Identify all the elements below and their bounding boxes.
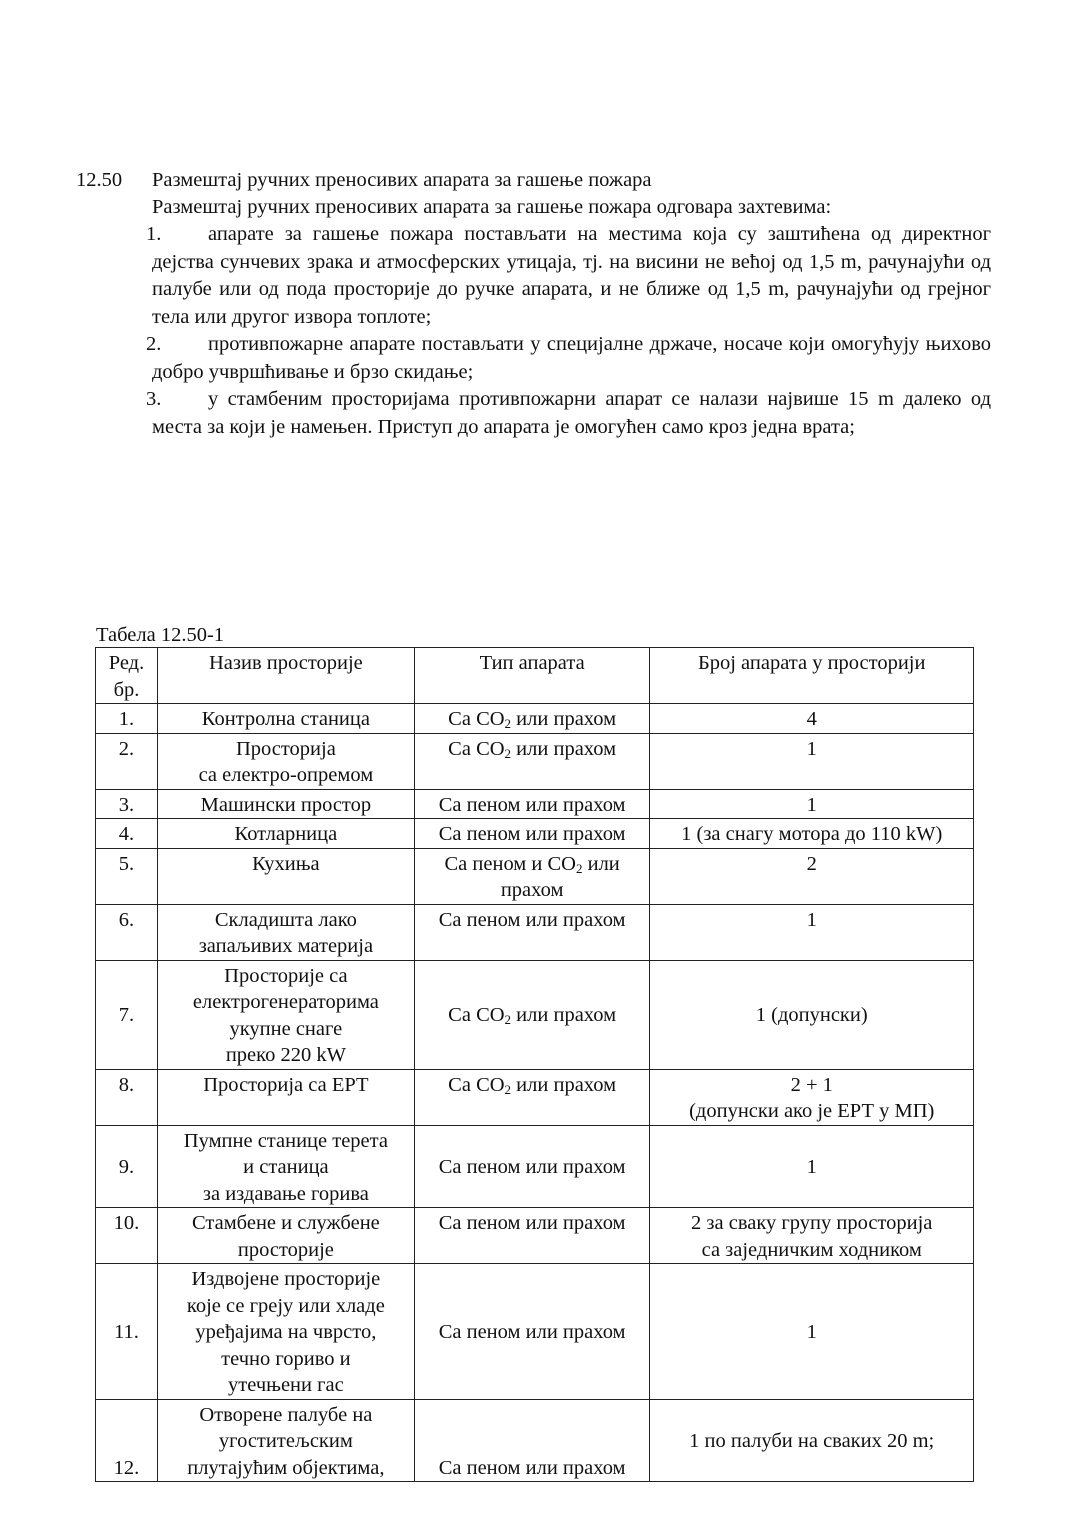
header-count: Број апарата у просторији <box>650 648 974 704</box>
cell-room <box>157 1399 414 1482</box>
list-item-text: апарате за гашење пожара постављати на местима која су заштићена од <box>208 223 892 245</box>
cell-count <box>650 733 974 789</box>
cell-type-line: Са пеном или прахом <box>438 1156 626 1178</box>
table-row <box>96 1399 974 1482</box>
list-item <box>146 386 991 441</box>
cell-type <box>414 904 650 960</box>
header-type: Тип апарата <box>414 648 650 704</box>
cell-type-line <box>418 736 647 763</box>
cell-room <box>157 704 414 734</box>
table-row <box>96 819 974 849</box>
list-item-text: противпожарне апарате постављати у специјалне држаче, носаче који <box>208 333 825 355</box>
cell-type-text: Са CO <box>448 1004 505 1027</box>
list-item-text-cont: далеко од места за који је намењен. Приступ до апарата је омогућен само кроз једна врата; <box>152 388 991 438</box>
header-room: Назив просторије <box>157 648 414 704</box>
cell-room-line: Кухиња <box>252 852 320 875</box>
cell-count-line: 4 <box>806 708 817 730</box>
cell-type <box>414 1069 650 1125</box>
cell-number: 10. <box>96 1208 158 1264</box>
cell-number: 12. <box>96 1399 158 1482</box>
cell-type-line: Са пеном или прахом <box>438 823 626 845</box>
cell-room-line: и станица <box>243 1156 329 1178</box>
cell-room <box>157 1264 414 1400</box>
cell-type-line: Са пеном или прахом <box>438 1212 626 1234</box>
cell-count-line: 1 <box>806 737 817 760</box>
cell-room-line: за издавање горива <box>202 1182 369 1205</box>
cell-room-line: укупне снаге <box>229 1017 343 1040</box>
cell-room-line: угоститељским <box>218 1430 353 1452</box>
header-no-line: Ред. <box>108 652 145 674</box>
cell-type-text: или прахом <box>511 1073 617 1096</box>
cell-room-line: Контролна станица <box>201 708 370 730</box>
cell-type-line: Са пеном или прахом <box>438 1456 626 1479</box>
cell-count <box>650 960 974 1069</box>
section-number: 12.50 <box>76 169 123 191</box>
cell-room-line: Просторије са <box>224 964 348 987</box>
cell-number: 6. <box>96 904 158 960</box>
cell-room-line: Машински простор <box>200 793 372 816</box>
cell-count-line: 1 (допунски) <box>755 1004 868 1027</box>
table-row <box>96 1125 974 1208</box>
cell-room-line: утечњени гас <box>228 1374 344 1396</box>
cell-type-line <box>418 1072 647 1099</box>
cell-type-text: Са CO <box>448 737 505 760</box>
cell-type-text: или прахом <box>511 1004 617 1027</box>
extinguisher-table <box>95 647 974 1482</box>
cell-type-line: Са пеном или прахом <box>438 908 626 931</box>
cell-count <box>650 1399 974 1482</box>
cell-room-line: Пумпне станице терета <box>183 1129 388 1152</box>
cell-type-line: Са пеном или прахом <box>438 1321 626 1343</box>
cell-number: 7. <box>96 960 158 1069</box>
table-row <box>96 733 974 789</box>
table-row <box>96 960 974 1069</box>
cell-count-line: 1 <box>806 1321 817 1343</box>
list-item-text-cont: омогућују њихово добро учвршћивање и брзо скидање; <box>152 333 991 383</box>
list-item-number: 3. <box>146 388 162 410</box>
cell-count-line: са заједничким ходником <box>701 1238 922 1261</box>
cell-room-line: плутајућим објектима, <box>187 1456 385 1479</box>
cell-room-line: Складишта лако <box>214 908 357 931</box>
cell-count-line: 2 <box>806 852 817 875</box>
cell-room <box>157 819 414 849</box>
header-no <box>96 648 158 704</box>
cell-count <box>650 1125 974 1208</box>
section-title: Размештај ручних преносивих апарата за гашење пожара <box>152 169 652 191</box>
cell-count <box>650 704 974 734</box>
cell-room-line: електрогенераторима <box>192 991 379 1013</box>
cell-count-line: (допунски ако је ЕРТ у МП) <box>689 1100 935 1122</box>
subscript: 2 <box>575 860 583 876</box>
list-item-number: 2. <box>146 333 162 355</box>
list-item <box>146 221 992 331</box>
cell-type <box>414 733 650 789</box>
cell-type <box>414 1399 650 1482</box>
cell-room-line: просторије <box>237 1238 334 1261</box>
cell-type-text: Са CO <box>448 1073 505 1096</box>
cell-count-line: 1 (за снагу мотора до 110 kW) <box>681 823 943 845</box>
header-no-line: бр. <box>113 678 140 701</box>
requirements-list <box>146 221 992 441</box>
table-row <box>96 1069 974 1125</box>
cell-room <box>157 904 414 960</box>
cell-count-line: 1 по палуби на сваких 20 m; <box>689 1430 935 1452</box>
cell-count-line: 2 + 1 <box>790 1073 833 1096</box>
cell-count <box>650 789 974 819</box>
cell-type-line: прахом <box>500 879 564 901</box>
cell-type-text: или прахом <box>511 708 617 730</box>
cell-room <box>157 789 414 819</box>
cell-room-line: Стамбене и службене <box>192 1212 380 1234</box>
cell-type-text: Са CO <box>448 708 505 730</box>
cell-room-line: течно гориво и <box>221 1347 351 1370</box>
cell-room <box>157 1069 414 1125</box>
section-heading <box>76 167 652 194</box>
cell-count <box>650 819 974 849</box>
subscript: 2 <box>504 745 512 761</box>
cell-room-line: запаљивих материја <box>198 935 374 957</box>
cell-room-line: Отворене палубе на <box>199 1403 373 1426</box>
cell-type <box>414 1125 650 1208</box>
cell-count-line: 2 за сваку групу просторија <box>691 1212 933 1234</box>
cell-number: 3. <box>96 789 158 819</box>
cell-room <box>157 1208 414 1264</box>
cell-room <box>157 1125 414 1208</box>
list-item-text: у стамбеним просторијама противпожарни апарат се налази највише 15 m <box>208 388 894 410</box>
cell-type-line <box>418 1002 647 1029</box>
cell-room-line: преко 220 kW <box>225 1044 346 1066</box>
table-row <box>96 704 974 734</box>
cell-number: 1. <box>96 704 158 734</box>
cell-type-text: или прахом <box>511 737 617 760</box>
table-caption: Табела 12.50-1 <box>96 624 225 646</box>
cell-room-line: Котларница <box>234 823 338 845</box>
table-row <box>96 1264 974 1400</box>
subscript: 2 <box>504 1081 512 1097</box>
cell-type <box>414 819 650 849</box>
cell-type <box>414 960 650 1069</box>
cell-count-line: 1 <box>806 1156 817 1178</box>
cell-type-text: или <box>582 852 620 875</box>
cell-type-text: Са пеном и CO <box>444 852 576 875</box>
section-intro: Размештај ручних преносивих апарата за гашење пожара одговара захтевима: <box>152 196 832 218</box>
cell-number: 8. <box>96 1069 158 1125</box>
cell-number: 11. <box>96 1264 158 1400</box>
list-item-number: 1. <box>146 223 162 245</box>
cell-room-line: са електро-опремом <box>198 764 374 786</box>
table-row <box>96 789 974 819</box>
cell-room <box>157 960 414 1069</box>
cell-count <box>650 904 974 960</box>
cell-number: 4. <box>96 819 158 849</box>
cell-count <box>650 1264 974 1400</box>
cell-type <box>414 1208 650 1264</box>
cell-room-line: Просторија са ЕРТ <box>203 1073 369 1096</box>
subscript: 2 <box>504 1012 512 1028</box>
cell-room-line: уређајима на чврсто, <box>195 1321 377 1343</box>
table-header-row <box>96 648 974 704</box>
cell-type <box>414 848 650 904</box>
cell-type-line <box>418 851 647 878</box>
cell-number: 2. <box>96 733 158 789</box>
cell-count <box>650 848 974 904</box>
cell-type <box>414 704 650 734</box>
list-item-text-cont: директног дејства сунчевих зрака и атмосферских утицаја, тј. на висини не већој од 1,5 m, рачунајући од палубе или од пода просторије до ручке апарата, и не ближе од 1,5 m, рачунајући од грејног тела или другог извора топлоте; <box>152 223 992 328</box>
cell-room <box>157 848 414 904</box>
table-row <box>96 848 974 904</box>
list-item <box>146 331 991 386</box>
subscript: 2 <box>504 716 512 731</box>
cell-room-line: Просторија <box>235 737 336 760</box>
cell-room <box>157 733 414 789</box>
cell-count-line: 1 <box>806 793 817 816</box>
cell-count-line: 1 <box>806 908 817 931</box>
cell-type-line: Са пеном или прахом <box>438 793 626 816</box>
cell-count <box>650 1069 974 1125</box>
cell-room-line: Издвојене просторије <box>191 1268 381 1290</box>
cell-room-line: које се грeју или хладе <box>186 1294 385 1317</box>
table-row <box>96 904 974 960</box>
cell-type <box>414 789 650 819</box>
cell-type-line <box>418 706 647 733</box>
cell-type <box>414 1264 650 1400</box>
cell-number: 9. <box>96 1125 158 1208</box>
cell-number: 5. <box>96 848 158 904</box>
table-row <box>96 1208 974 1264</box>
cell-count <box>650 1208 974 1264</box>
